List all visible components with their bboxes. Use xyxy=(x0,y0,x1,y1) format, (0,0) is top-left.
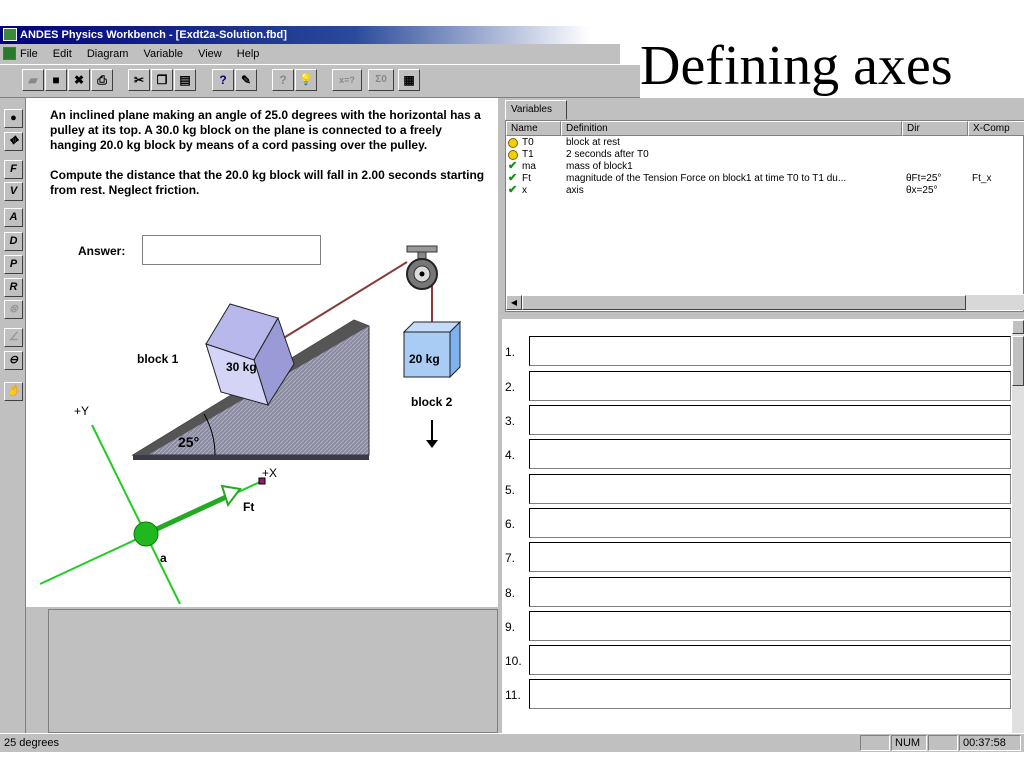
solve-for-icon[interactable]: x=? xyxy=(332,69,362,91)
variable-direction: θx=25° xyxy=(906,185,938,196)
print-icon[interactable]: ⎙ xyxy=(91,69,113,91)
equation-input[interactable] xyxy=(529,474,1011,504)
variable-definition: 2 seconds after T0 xyxy=(566,149,649,160)
displacement-vector-icon[interactable]: D xyxy=(4,232,23,251)
variable-name: ma xyxy=(522,161,536,172)
scroll-thumb[interactable] xyxy=(1012,336,1024,386)
status-bar xyxy=(0,733,1024,752)
variable-definition: axis xyxy=(566,185,584,196)
variable-definition: mass of block1 xyxy=(566,161,633,172)
equations-vertical-scrollbar[interactable] xyxy=(1012,320,1024,733)
body-label: a xyxy=(160,551,167,565)
variables-horizontal-scrollbar[interactable] xyxy=(506,294,1024,310)
variable-name: x xyxy=(522,185,527,196)
what-next-icon[interactable]: ? xyxy=(272,69,294,91)
down-arrow-icon xyxy=(426,420,438,448)
angle-label: 25° xyxy=(178,434,200,450)
equation-input[interactable] xyxy=(529,439,1011,469)
calculator-icon[interactable]: ▦ xyxy=(398,69,420,91)
status-indicator-blank xyxy=(860,735,890,751)
equation-number: 2. xyxy=(505,380,516,394)
variable-row[interactable] xyxy=(506,149,1024,161)
pulley-icon[interactable] xyxy=(407,246,437,289)
answer-input[interactable] xyxy=(142,235,321,265)
acceleration-vector-icon[interactable]: A xyxy=(4,208,23,227)
column-header-name[interactable]: Name xyxy=(506,121,561,136)
equation-number: 11. xyxy=(505,688,521,702)
variable-definition: magnitude of the Tension Force on block1 at time T0 to T1 du... xyxy=(566,173,847,184)
equation-input[interactable] xyxy=(529,508,1011,538)
equation-number: 5. xyxy=(505,483,516,497)
relative-position-vector-icon[interactable]: R xyxy=(4,278,23,297)
scroll-thumb[interactable] xyxy=(522,295,966,310)
hand-stop-icon[interactable]: ✋ xyxy=(4,382,23,401)
check-answer-icon[interactable]: ✎ xyxy=(235,69,257,91)
equation-number: 7. xyxy=(505,551,516,565)
smiley-icon xyxy=(508,150,518,160)
move-tool-icon[interactable]: ✥ xyxy=(4,132,23,151)
hint-pane xyxy=(26,604,498,733)
block-2-label: block 2 xyxy=(411,395,453,409)
menu-diagram[interactable]: Diagram xyxy=(86,48,129,60)
hint-lightbulb-icon[interactable]: 💡 xyxy=(295,69,317,91)
block-2-mass-label: 20 kg xyxy=(409,352,440,366)
menu-file[interactable]: File xyxy=(20,48,38,60)
equation-input[interactable] xyxy=(529,577,1011,607)
status-message: 25 degrees xyxy=(4,737,60,749)
window-title-bar: ANDES Physics Workbench - [Exdt2a-Solution.fbd] xyxy=(0,26,590,44)
equation-input[interactable] xyxy=(529,405,1011,435)
select-tool-icon[interactable]: ● xyxy=(4,109,23,128)
menu-view[interactable]: View xyxy=(198,48,222,60)
status-num-indicator: NUM xyxy=(891,735,927,751)
scroll-left-icon[interactable]: ◀ xyxy=(506,295,522,310)
problem-paragraph-2: Compute the distance that the 20.0 kg block will fall in 2.00 seconds starting from rest. Neglect friction. xyxy=(50,168,485,197)
variable-name: Ft xyxy=(522,173,531,184)
equation-input[interactable] xyxy=(529,611,1011,641)
component-tool-icon[interactable]: ⊗ xyxy=(4,300,23,319)
menu-bar xyxy=(0,44,620,64)
check-icon: ✔ xyxy=(508,184,518,196)
x-axis-label: +X xyxy=(262,466,278,480)
equation-number: 8. xyxy=(505,586,516,600)
check-icon: ✔ xyxy=(508,160,518,172)
problem-statement xyxy=(50,108,490,213)
what-is-this-help-icon[interactable]: ? xyxy=(212,69,234,91)
paste-icon[interactable]: ▤ xyxy=(174,69,196,91)
equation-input[interactable] xyxy=(529,542,1011,572)
equation-input[interactable] xyxy=(529,336,1011,366)
block-1-label: block 1 xyxy=(137,352,179,366)
column-header-xcomp[interactable]: X-Comp xyxy=(968,121,1024,136)
body-point xyxy=(134,522,158,546)
angle-tool-icon[interactable]: ∠ xyxy=(4,328,23,347)
block-1-mass-label: 30 kg xyxy=(226,360,257,374)
variable-name: T1 xyxy=(522,149,534,160)
menu-help[interactable]: Help xyxy=(236,48,260,60)
check-icon: ✔ xyxy=(508,172,518,184)
status-indicator-blank xyxy=(928,735,958,751)
y-axis-label: +Y xyxy=(74,404,90,418)
equation-input[interactable] xyxy=(529,371,1011,401)
cut-icon[interactable]: ✂ xyxy=(128,69,150,91)
sum-equation-icon[interactable]: Σ0 xyxy=(368,69,394,91)
force-vector-icon[interactable]: F xyxy=(4,160,23,179)
equation-number: 3. xyxy=(505,414,516,428)
axes-tool-icon[interactable]: ⊖ xyxy=(4,351,23,370)
andes-app-icon xyxy=(3,28,17,41)
status-clock: 00:37:58 xyxy=(959,735,1021,751)
variable-row[interactable] xyxy=(506,137,1024,149)
equation-number: 4. xyxy=(505,448,516,462)
equation-number: 10. xyxy=(505,654,522,668)
equation-number: 6. xyxy=(505,517,516,531)
answer-label: Answer: xyxy=(78,244,126,258)
momentum-vector-icon[interactable]: P xyxy=(4,255,23,274)
variable-name: T0 xyxy=(522,137,534,148)
tension-force-vector[interactable] xyxy=(146,486,240,534)
equation-input[interactable] xyxy=(529,679,1011,709)
delete-icon[interactable]: ✖ xyxy=(68,69,90,91)
menu-variable[interactable]: Variable xyxy=(143,48,184,60)
document-icon[interactable] xyxy=(3,47,16,60)
save-icon[interactable]: ■ xyxy=(45,69,67,91)
force-label: Ft xyxy=(243,500,255,514)
smiley-icon xyxy=(508,138,518,148)
variable-row[interactable] xyxy=(506,185,1024,197)
equation-number: 1. xyxy=(505,345,516,359)
variable-row[interactable] xyxy=(506,161,1024,173)
variable-xcomp: Ft_x xyxy=(972,173,992,184)
variable-row[interactable] xyxy=(506,173,1024,185)
slide-title: Defining axes xyxy=(640,35,953,97)
variable-direction: θFt=25° xyxy=(906,173,942,184)
equation-number: 9. xyxy=(505,620,516,634)
open-folder-icon[interactable]: ▰ xyxy=(22,69,44,91)
scroll-up-icon[interactable] xyxy=(1012,320,1024,334)
velocity-vector-icon[interactable]: V xyxy=(4,182,23,201)
problem-paragraph-1: An inclined plane making an angle of 25.0 degrees with the horizontal has a pulley at its top. A 30.0 kg block on the plane is connected to a freely hanging 20.0 kg block by means of a cord passing over the pulley. xyxy=(50,108,481,152)
variable-definition: block at rest xyxy=(566,137,620,148)
block-2-shape[interactable] xyxy=(404,322,460,377)
column-header-dir[interactable]: Dir xyxy=(902,121,968,136)
equation-input[interactable] xyxy=(529,645,1011,675)
menu-edit[interactable]: Edit xyxy=(52,48,72,60)
variables-list[interactable] xyxy=(505,120,1024,312)
copy-icon[interactable]: ❐ xyxy=(151,69,173,91)
column-header-definition[interactable]: Definition xyxy=(561,121,902,136)
tab-variables[interactable]: Variables xyxy=(505,100,567,120)
